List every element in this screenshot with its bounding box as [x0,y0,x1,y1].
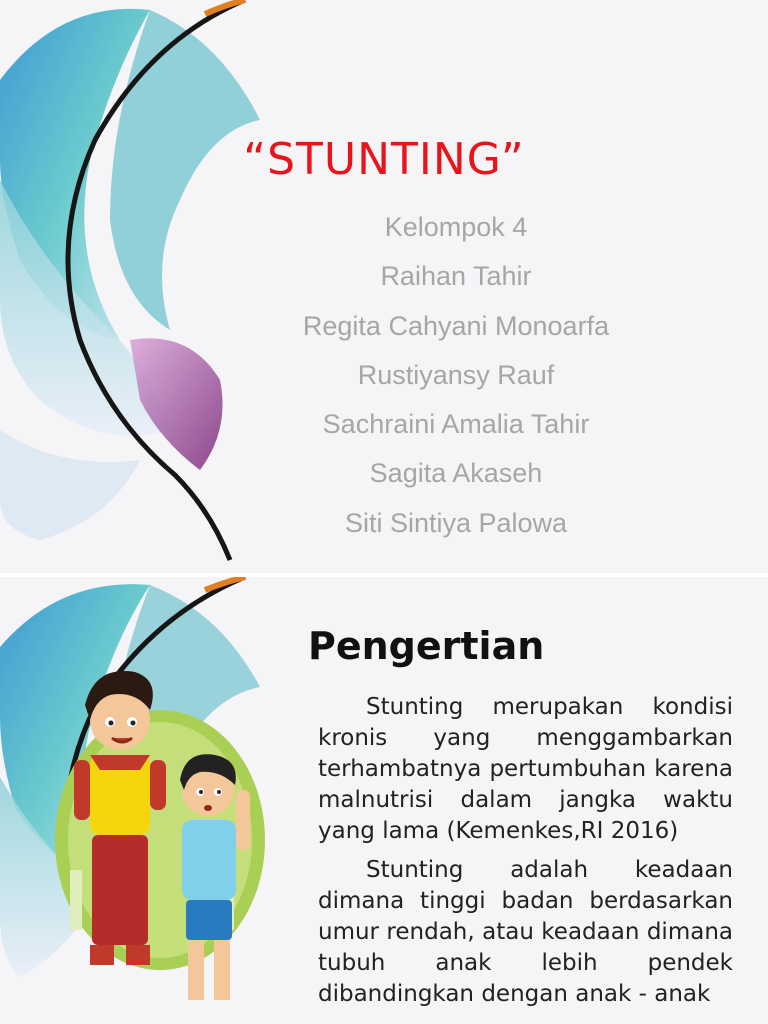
group-label: Kelompok 4 [384,212,528,242]
definition-text [318,692,733,1018]
definition-paragraph: Stunting merupakan kondisi kronis yang menggambarkan terhambatnya pertumbuhan karena malnutrisi dalam jangka waktu yang lama (Kemenkes,RI 2016) [318,694,733,844]
children-cartoon-illustration [40,660,280,1024]
member-name: Raihan Tahir [380,261,532,292]
section-heading: Pengertian [308,624,545,668]
member-name: Siti Sintiya Palowa [344,507,568,538]
group-member-list [226,205,686,550]
definition-slide [0,577,768,1024]
member-name: Sachraini Amalia Tahir [322,409,590,440]
presentation-title: “STUNTING” [243,134,525,185]
member-name: Rustiyansy Rauf [357,359,555,390]
definition-paragraph: Stunting adalah keadaan dimana tinggi badan berdasarkan umur rendah, atau keadaan dimana tubuh anak lebih pendek dibandingkan dengan anak - anak [318,857,733,1007]
member-name: Sagita Akaseh [369,458,543,489]
member-name: Regita Cahyani Monoarfa [302,310,610,341]
